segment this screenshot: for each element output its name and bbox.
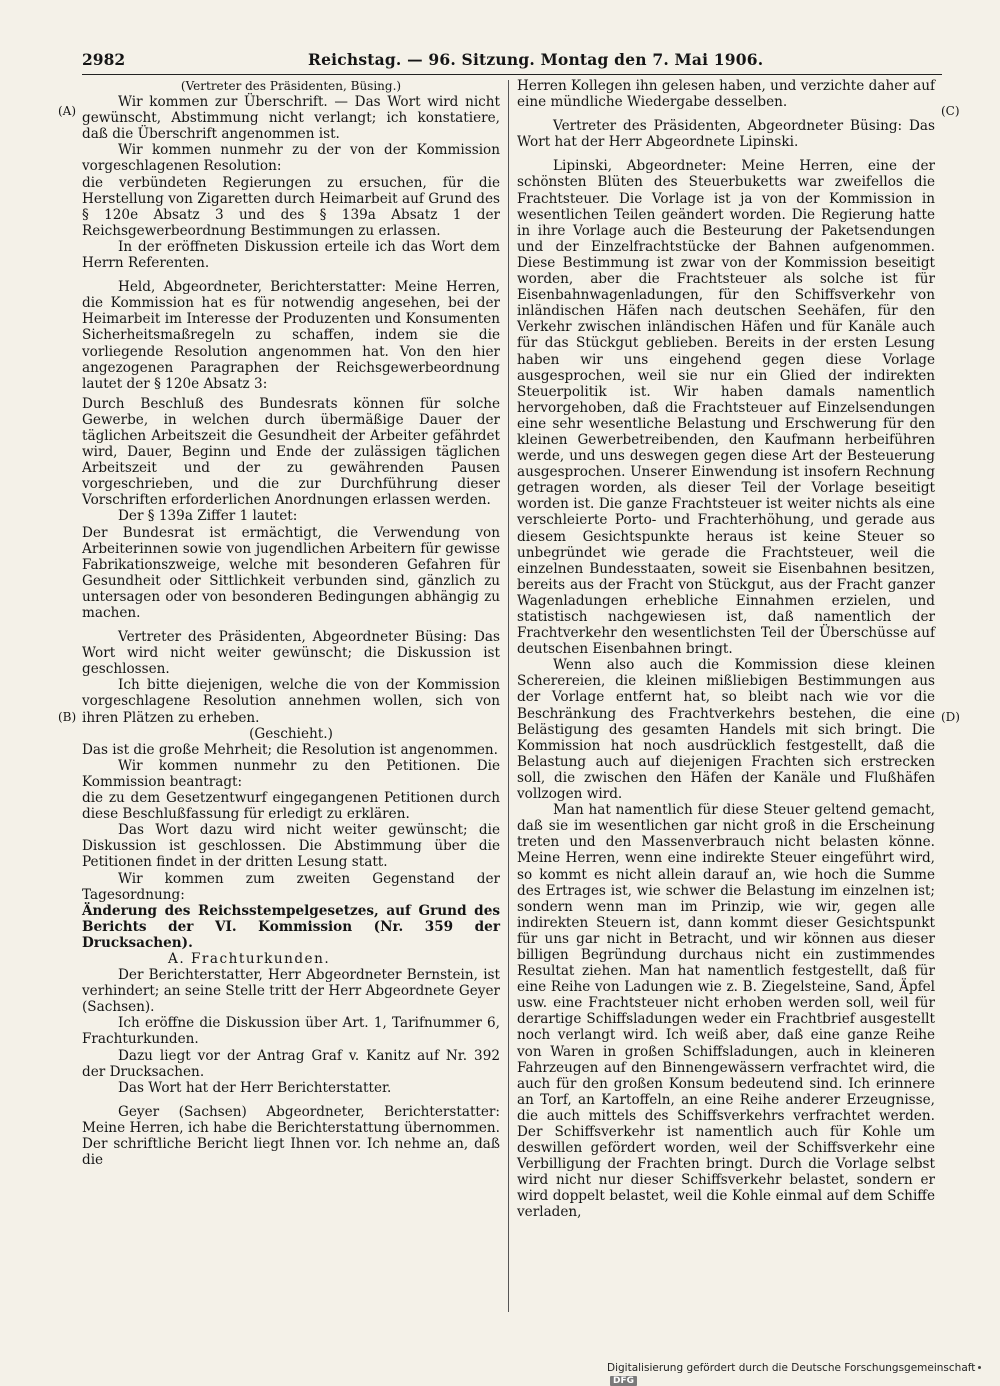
speech-held: Held, Abgeordneter, Berichterstatter: Meine Herren, die Kommission hat es für notwendig angesehen, bei der Heimarbeit im Interesse der Produzenten und Konsumenten Sicherheitsmaßregeln zu schaffen, indem sie die vorliegende Resolution angenommen hat. Von den hier angezogenen Paragraphen der Reichsgewerbeordnung lautet der § 120e Absatz 3: <box>82 279 500 392</box>
speech-buesing: Vertreter des Präsidenten, Abgeordneter Büsing: Das Wort wird nicht weiter gewünscht; die Diskussion ist geschlossen. <box>82 629 500 678</box>
quoted-law-120e: Durch Beschluß des Bundesrats können für solche Gewerbe, in welchen durch übermäßige Dauer der täglichen Arbeitszeit die Gesundheit der Arbeiter gefährdet wird, Dauer, Beginn und Ende der zulässigen täglichen Arbeitszeit und der zu gewährenden Pausen vorgeschrieben, und die zur Durchführung dieser Vorschriften erforderlichen Anordnungen erlassen werden. <box>82 395 500 509</box>
stage-direction: (Geschieht.) <box>249 725 333 742</box>
dfg-logo: DFG <box>610 1376 637 1386</box>
footer-separator <box>978 1366 981 1369</box>
paragraph: Wir kommen zur Überschrift. — Das Wort wird nicht gewünscht, Abstimmung nicht verlangt; ich konstatiere, daß die Überschrift angenommen ist. <box>82 94 500 143</box>
paragraph: Wir kommen nunmehr zu der von der Kommission vorgeschlagenen Resolution: <box>82 142 500 175</box>
paragraph: Herren Kollegen ihn gelesen haben, und verzichte daher auf eine mündliche Wiedergabe desselben. <box>517 78 935 111</box>
paragraph: In der eröffneten Diskussion erteile ich das Wort dem Herrn Referenten. <box>82 238 500 272</box>
footer-text: Digitalisierung gefördert durch die Deutsche Forschungsgemeinschaft <box>607 1362 976 1374</box>
paragraph: Das Wort dazu wird nicht weiter gewünscht; die Diskussion ist geschlossen. Die Abstimmung über die Petitionen findet in der dritten Lesung statt. <box>82 822 500 871</box>
paragraph: Das ist die große Mehrheit; die Resolution ist angenommen. <box>82 741 498 758</box>
quoted-law-139a: Der Bundesrat ist ermächtigt, die Verwendung von Arbeiterinnen sowie von jugendlichen Arbeitern für gewisse Fabrikationszweige, welche mit besonderen Gefahren für Gesundheit oder Sittlichkeit verbunden sind, gänzlich zu untersagen oder von besonderen Bedingungen abhängig zu machen. <box>82 524 500 621</box>
speech-buesing: Vertreter des Präsidenten, Abgeordneter Büsing: Das Wort hat der Herr Abgeordnete Lipinski. <box>517 118 935 151</box>
paragraph: Das Wort hat der Herr Berichterstatter. <box>118 1079 392 1096</box>
right-column <box>517 78 935 1318</box>
margin-mark-b: (B) <box>58 710 77 724</box>
margin-mark-a: (A) <box>58 104 77 118</box>
speech-geyer: Geyer (Sachsen) Abgeordneter, Berichterstatter: Meine Herren, ich habe die Berichterstattung übernommen. Der schriftliche Bericht liegt Ihnen vor. Ich nehme an, daß die <box>82 1103 500 1169</box>
footer-credit <box>607 1362 1000 1386</box>
paragraph: Ich bitte diejenigen, welche die von der Kommission vorgeschlagene Resolution annehmen wollen, sich von ihren Plätzen zu erheben. <box>82 677 500 726</box>
paragraph: Wir kommen nunmehr zu den Petitionen. Die Kommission beantragt: <box>82 757 500 790</box>
quoted-motion: die zu dem Gesetzentwurf eingegangenen Petitionen durch diese Beschlußfassung für erledigt zu erklären. <box>82 790 500 823</box>
speaker-note: (Vertreter des Präsidenten, Büsing.) <box>180 79 402 93</box>
paragraph: Der § 139a Ziffer 1 lautet: <box>118 508 298 525</box>
agenda-item: Änderung des Reichsstempelgesetzes, auf Grund des Berichts der VI. Kommission (Nr. 359 der Drucksachen). <box>82 902 500 951</box>
page-number: 2982 <box>82 50 126 69</box>
paragraph: Der Berichterstatter, Herr Abgeordneter Bernstein, ist verhindert; an seine Stelle tritt der Herr Abgeordnete Geyer (Sachsen). <box>82 967 500 1016</box>
paragraph: Dazu liegt vor der Antrag Graf v. Kanitz auf Nr. 392 der Drucksachen. <box>82 1047 500 1080</box>
margin-mark-c: (C) <box>941 104 960 118</box>
header-rule <box>82 74 942 75</box>
page-header <box>82 50 942 74</box>
column-divider <box>508 80 509 1312</box>
left-column <box>82 78 500 1318</box>
margin-mark-d: (D) <box>941 710 960 724</box>
paragraph: Wenn also auch die Kommission diese kleinen Scherereien, die kleinen mißliebigen Bestimmungen aus der Vorlage entfernt hat, so bleibt nach wie vor die Beschränkung des Frachtverkehrs bestehen, die eine Belästigung des gesamten Handels mit sich bringt. Die Kommission hat noch ausdrücklich festgestellt, daß die Belastung auch auf diejenigen Frachten sich erstrecken soll, die zwischen den Häfen der Kanäle und Flußhäfen vollzogen wird. <box>517 657 935 803</box>
section-heading: A. Frachturkunden. <box>168 950 331 967</box>
quoted-resolution: die verbündeten Regierungen zu ersuchen, für die Herstellung von Zigaretten durch Heimarbeit auf Grund des § 120e Absatz 3 und des § 139a Absatz 1 der Reichsgewerbeordnung Bestimmungen zu erlassen. <box>82 174 500 239</box>
paragraph: Wir kommen zum zweiten Gegenstand der Tagesordnung: <box>82 870 500 903</box>
speech-lipinski: Lipinski, Abgeordneter: Meine Herren, eine der schönsten Blüten des Steuerbuketts war zweifellos die Frachtsteuer. Die Vorlage ist ja von der Kommission in wesentlichen Teilen geändert worden. Die Regierung hatte in ihre Vorlage auch die Besteurung der Paketsendungen und der Einzelfrachtstücke der Bahnen aufgenommen. Diese Bestimmung ist zwar von der Kommission beseitigt worden, aber die Frachtsteuer als solche ist für Eisenbahnwagenladungen, für den Schiffsverkehr von inländischen Häfen nach deutschen Seehäfen, für den Verkehr zwischen inländischen Häfen und für Kanäle auch für das Stückgut geblieben. Bereits in der ersten Lesung haben wir uns eingehend gegen diese Vorlage ausgesprochen, weil sie nur ein Glied der indirekten Steuerpolitik ist. Wir haben damals namentlich hervorgehoben, daß die Frachtsteuer auf Einzelsendungen eine sehr wesentliche Belastung und Erschwerung für den kleinen Gewerbetreibenden, den Kaufmann herbeiführen werde, und uns deswegen gegen diese Art der Besteuerung ausgesprochen. Unserer Einwendung ist insofern Rechnung getragen worden, als dieser Teil der Vorlage beseitigt worden ist. Die ganze Frachtsteuer ist weiter nichts als eine verschleierte Porto- und Frachterhöhung, und gerade aus diesem Gesichtspunkte heraus ist keine Steuer so unbegründet wie gerade die Frachtsteuer, weil die einzelnen Bundesstaaten, soweit sie Eisenbahnen besitzen, bereits aus der Fracht von Stückgut, aus der Fracht ganzer Wagenladungen erhebliche Einnahmen erzielen, und statistisch nachgewiesen ist, daß namentlich der Frachtverkehr den wesentlichsten Teil der Überschüsse auf deutschen Eisenbahnen bringt. <box>517 158 935 658</box>
page-title: Reichstag. — 96. Sitzung. Montag den 7. Mai 1906. <box>308 50 764 69</box>
paragraph: Man hat namentlich für diese Steuer geltend gemacht, daß sie im wesentlichen gar nicht groß in die Erscheinung treten und den Massenverbrauch nicht belasten könne. Meine Herren, wenn eine indirekte Steuer eingeführt wird, so kommt es nicht allein darauf an, wie hoch die Summe des Ertrages ist, wie schwer die Belastung im einzelnen ist; sondern wenn man im Prinzip, wie wir, gegen alle indirekten Steuern ist, dann kommt dieser Gesichtspunkt für uns gar nicht in Betracht, und wir können aus dieser billigen Begründung durchaus nicht ein zustimmendes Resultat ziehen. Man hat namentlich festgestellt, daß für eine Reihe von Ladungen wie z. B. Ziegelsteine, Sand, Äpfel usw. eine Frachtsteuer nicht erhoben werden soll, weil für derartige Schiffsladungen weder ein Frachtbrief ausgestellt noch verlangt wird. Ich weiß aber, daß eine ganze Reihe von Waren in großen Schiffsladungen, auch in kleineren Fahrzeugen auf den Binnengewässern verfrachtet wird, die auch für den großen Konsum bedeutend sind. Ich erinnere an Torf, an Kartoffeln, an eine Reihe anderer Erzeugnisse, die auch mittels des Schiffsverkehrs verfrachtet werden. Der Schiffsverkehr ist namentlich auch für Kohle um deswillen gefördert worden, weil der Schiffsverkehr eine Verbilligung der Frachten bringt. Durch die Vorlage selbst wird nicht nur dieser Schiffsverkehr belastet, sondern er wird doppelt belastet, weil die Kohle einmal auf dem Schiffe verladen, <box>517 802 935 1221</box>
paragraph: Ich eröffne die Diskussion über Art. 1, Tarifnummer 6, Frachturkunden. <box>82 1015 500 1048</box>
